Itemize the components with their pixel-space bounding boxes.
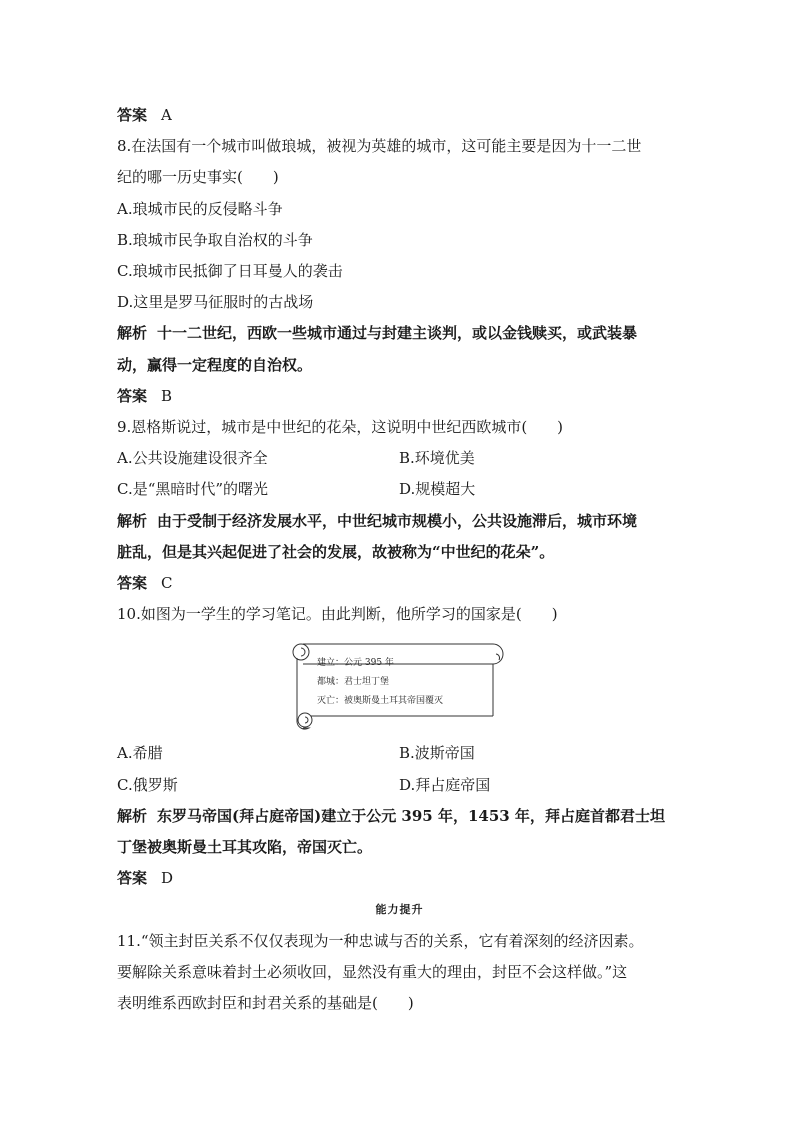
q11-stem-line2: 要解除关系意味着封土必须收回，显然没有重大的理由，封臣不会这样做。”这 bbox=[117, 962, 628, 981]
answer-value: B bbox=[161, 386, 173, 405]
answer-value: A bbox=[161, 106, 172, 124]
scroll-text bbox=[317, 654, 443, 711]
q10-options-row2 bbox=[117, 770, 682, 801]
q10-option-a: A.希腊 bbox=[117, 744, 163, 763]
q9-answer bbox=[117, 568, 682, 599]
q8-option-b: B.琅城市民争取自治权的斗争 bbox=[117, 230, 313, 249]
q11-stem-line1: 11.“领主封臣关系不仅仅表现为一种忠诚与否的关系，它有着深刻的经济因素。 bbox=[117, 931, 644, 950]
q11-stem-line3: 表明维系西欧封臣和封君关系的基础是( ) bbox=[117, 994, 414, 1013]
answer-value: C bbox=[161, 574, 173, 593]
answer-label: 答案 bbox=[117, 386, 148, 405]
analysis-label: 解析 bbox=[117, 511, 148, 530]
analysis-label: 解析 bbox=[117, 806, 148, 825]
answer-value: D bbox=[161, 869, 174, 888]
q9-analysis-line2: 脏乱，但是其兴起促进了社会的发展，故被称为“中世纪的花朵”。 bbox=[117, 542, 555, 561]
q8-answer bbox=[117, 381, 682, 412]
q9-option-b: B.环境优美 bbox=[399, 449, 475, 468]
q10-options-row1 bbox=[117, 738, 682, 769]
q10-analysis-line2: 丁堡被奥斯曼土耳其攻陷，帝国灭亡。 bbox=[117, 838, 373, 857]
scroll-line-fall: 灭亡：被奥斯曼土耳其帝国覆灭 bbox=[317, 696, 444, 707]
q8-stem-line1: 8.在法国有一个城市叫做琅城，被视为英雄的城市，这可能主要是因为十一二世 bbox=[117, 137, 642, 156]
q10-analysis-line1 bbox=[117, 801, 682, 832]
scroll-line-capital: 都城：君士坦丁堡 bbox=[317, 677, 390, 688]
scroll-note bbox=[289, 640, 507, 732]
q10-option-c: C.俄罗斯 bbox=[117, 775, 178, 794]
q10-figure bbox=[117, 630, 682, 738]
q9-options-row1 bbox=[117, 443, 682, 474]
answer-label: 答案 bbox=[117, 869, 148, 888]
q8-stem-line2: 纪的哪一历史事实( ) bbox=[117, 168, 279, 187]
q10-option-d: D.拜占庭帝国 bbox=[399, 775, 491, 794]
analysis-text: 东罗马帝国(拜占庭帝国)建立于公元 395 年，1453 年，拜占庭首都君士坦 bbox=[157, 806, 665, 825]
q9-stem: 9.恩格斯说过，城市是中世纪的花朵，这说明中世纪西欧城市( ) bbox=[117, 418, 564, 437]
q8-option-c: C.琅城市民抵御了日耳曼人的袭击 bbox=[117, 262, 343, 281]
q10-option-b: B.波斯帝国 bbox=[399, 744, 475, 763]
q9-analysis-line1 bbox=[117, 506, 682, 537]
q9-option-c: C.是“黑暗时代”的曙光 bbox=[117, 480, 269, 499]
q9-option-d: D.规模超大 bbox=[399, 480, 476, 499]
section-title: 能力提升 bbox=[375, 903, 424, 917]
answer-label: 答案 bbox=[117, 106, 148, 124]
analysis-label: 解析 bbox=[117, 324, 148, 343]
q8-option-a: A.琅城市民的反侵略斗争 bbox=[117, 199, 283, 218]
answer-label: 答案 bbox=[117, 574, 148, 593]
q10-answer bbox=[117, 863, 682, 894]
q9-option-a: A.公共设施建设很齐全 bbox=[117, 449, 268, 468]
scroll-line-founding: 建立：公元 395 年 bbox=[317, 658, 394, 669]
q10-stem: 10.如图为一学生的学习笔记。由此判断，他所学习的国家是( ) bbox=[117, 605, 558, 624]
q8-analysis-line2: 动，赢得一定程度的自治权。 bbox=[117, 355, 313, 374]
q9-options-row2 bbox=[117, 474, 682, 505]
analysis-text: 十一二世纪，西欧一些城市通过与封建主谈判，或以金钱赎买，或武装暴 bbox=[157, 324, 638, 343]
document-body bbox=[117, 100, 682, 1019]
q8-analysis-line1 bbox=[117, 318, 682, 349]
analysis-text: 由于受制于经济发展水平，中世纪城市规模小，公共设施滞后，城市环境 bbox=[157, 511, 638, 530]
q7-answer bbox=[117, 100, 682, 131]
q8-option-d: D.这里是罗马征服时的古战场 bbox=[117, 293, 314, 312]
